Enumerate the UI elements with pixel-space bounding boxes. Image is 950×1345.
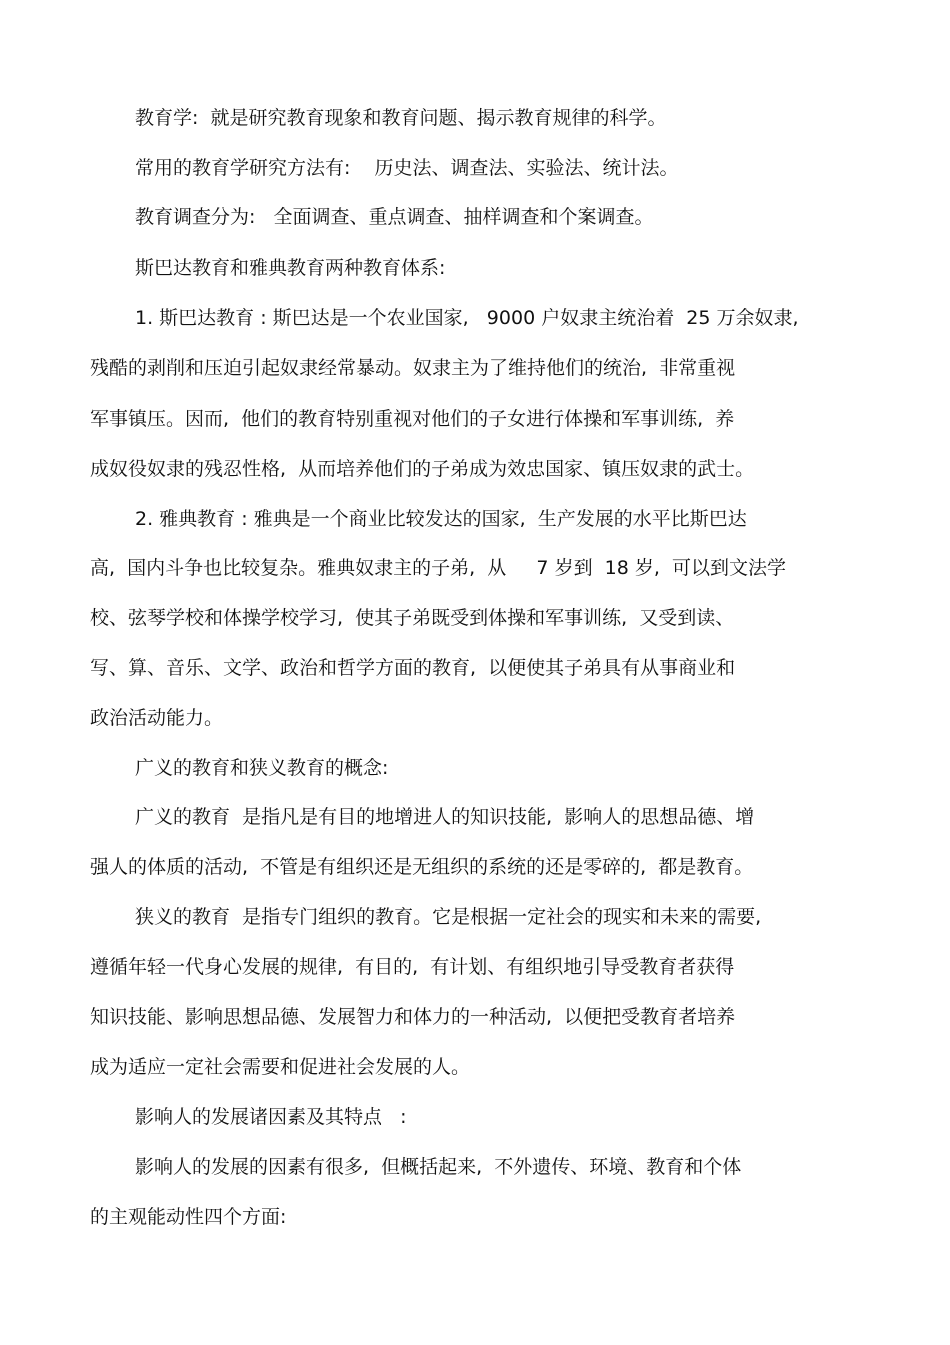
narrow-education-line: 遵循年轻一代身心发展的规律, 有目的, 有计划、有组织地引导受教育者获得: [90, 956, 735, 978]
narrow-education-line: 狭义的教育 是指专门组织的教育。它是根据一定社会的现实和未来的需要,: [135, 906, 762, 928]
section-heading-education-systems: 斯巴达教育和雅典教育两种教育体系:: [135, 257, 446, 279]
development-factors-line: 影响人的发展的因素有很多, 但概括起来, 不外遗传、环境、教育和个体: [135, 1156, 742, 1178]
broad-education-line: 强人的体质的活动, 不管是有组织还是无组织的系统的还是零碎的, 都是教育。: [90, 856, 754, 878]
sparta-paragraph-line: 成奴役奴隶的残忍性格, 从而培养他们的子弟成为效忠国家、镇压奴隶的武士。: [90, 458, 755, 480]
survey-types: 教育调查分为: 全面调查、重点调查、抽样调查和个案调查。: [135, 206, 654, 228]
development-factors-line: 的主观能动性四个方面:: [90, 1206, 287, 1228]
athens-paragraph-line: 政治活动能力。: [90, 707, 224, 729]
section-heading-development-factors: 影响人的发展诸因素及其特点 :: [135, 1106, 407, 1128]
definition-pedagogy: 教育学: 就是研究教育现象和教育问题、揭示教育规律的科学。: [135, 107, 667, 129]
athens-paragraph-line: 高, 国内斗争也比较复杂。雅典奴隶主的子弟, 从 7 岁到 18 岁, 可以到文法学: [90, 557, 786, 579]
athens-paragraph-line: 写、算、音乐、文学、政治和哲学方面的教育, 以便使其子弟具有从事商业和: [90, 657, 736, 679]
sparta-paragraph-line: 军事镇压。因而, 他们的教育特别重视对他们的子女进行体操和军事训练, 养: [90, 408, 735, 430]
athens-paragraph-line: 校、弦琴学校和体操学校学习, 使其子弟既受到体操和军事训练, 又受到读、: [90, 607, 735, 629]
sparta-paragraph-line: 残酷的剥削和压迫引起奴隶经常暴动。奴隶主为了维持他们的统治, 非常重视: [90, 357, 736, 379]
broad-education-line: 广义的教育 是指凡是有目的地增进人的知识技能, 影响人的思想品德、增: [135, 806, 755, 828]
athens-paragraph-line: 2. 雅典教育 : 雅典是一个商业比较发达的国家, 生产发展的水平比斯巴达: [135, 508, 747, 530]
sparta-paragraph-line: 1. 斯巴达教育 : 斯巴达是一个农业国家, 9000 户奴隶主统治着 25 万余奴隶,: [135, 307, 799, 329]
narrow-education-line: 成为适应一定社会需要和促进社会发展的人。: [90, 1056, 471, 1078]
research-methods: 常用的教育学研究方法有: 历史法、调查法、实验法、统计法。: [135, 157, 679, 179]
narrow-education-line: 知识技能、影响思想品德、发展智力和体力的一种活动, 以便把受教育者培养: [90, 1006, 736, 1028]
section-heading-education-concept: 广义的教育和狭义教育的概念:: [135, 757, 389, 779]
